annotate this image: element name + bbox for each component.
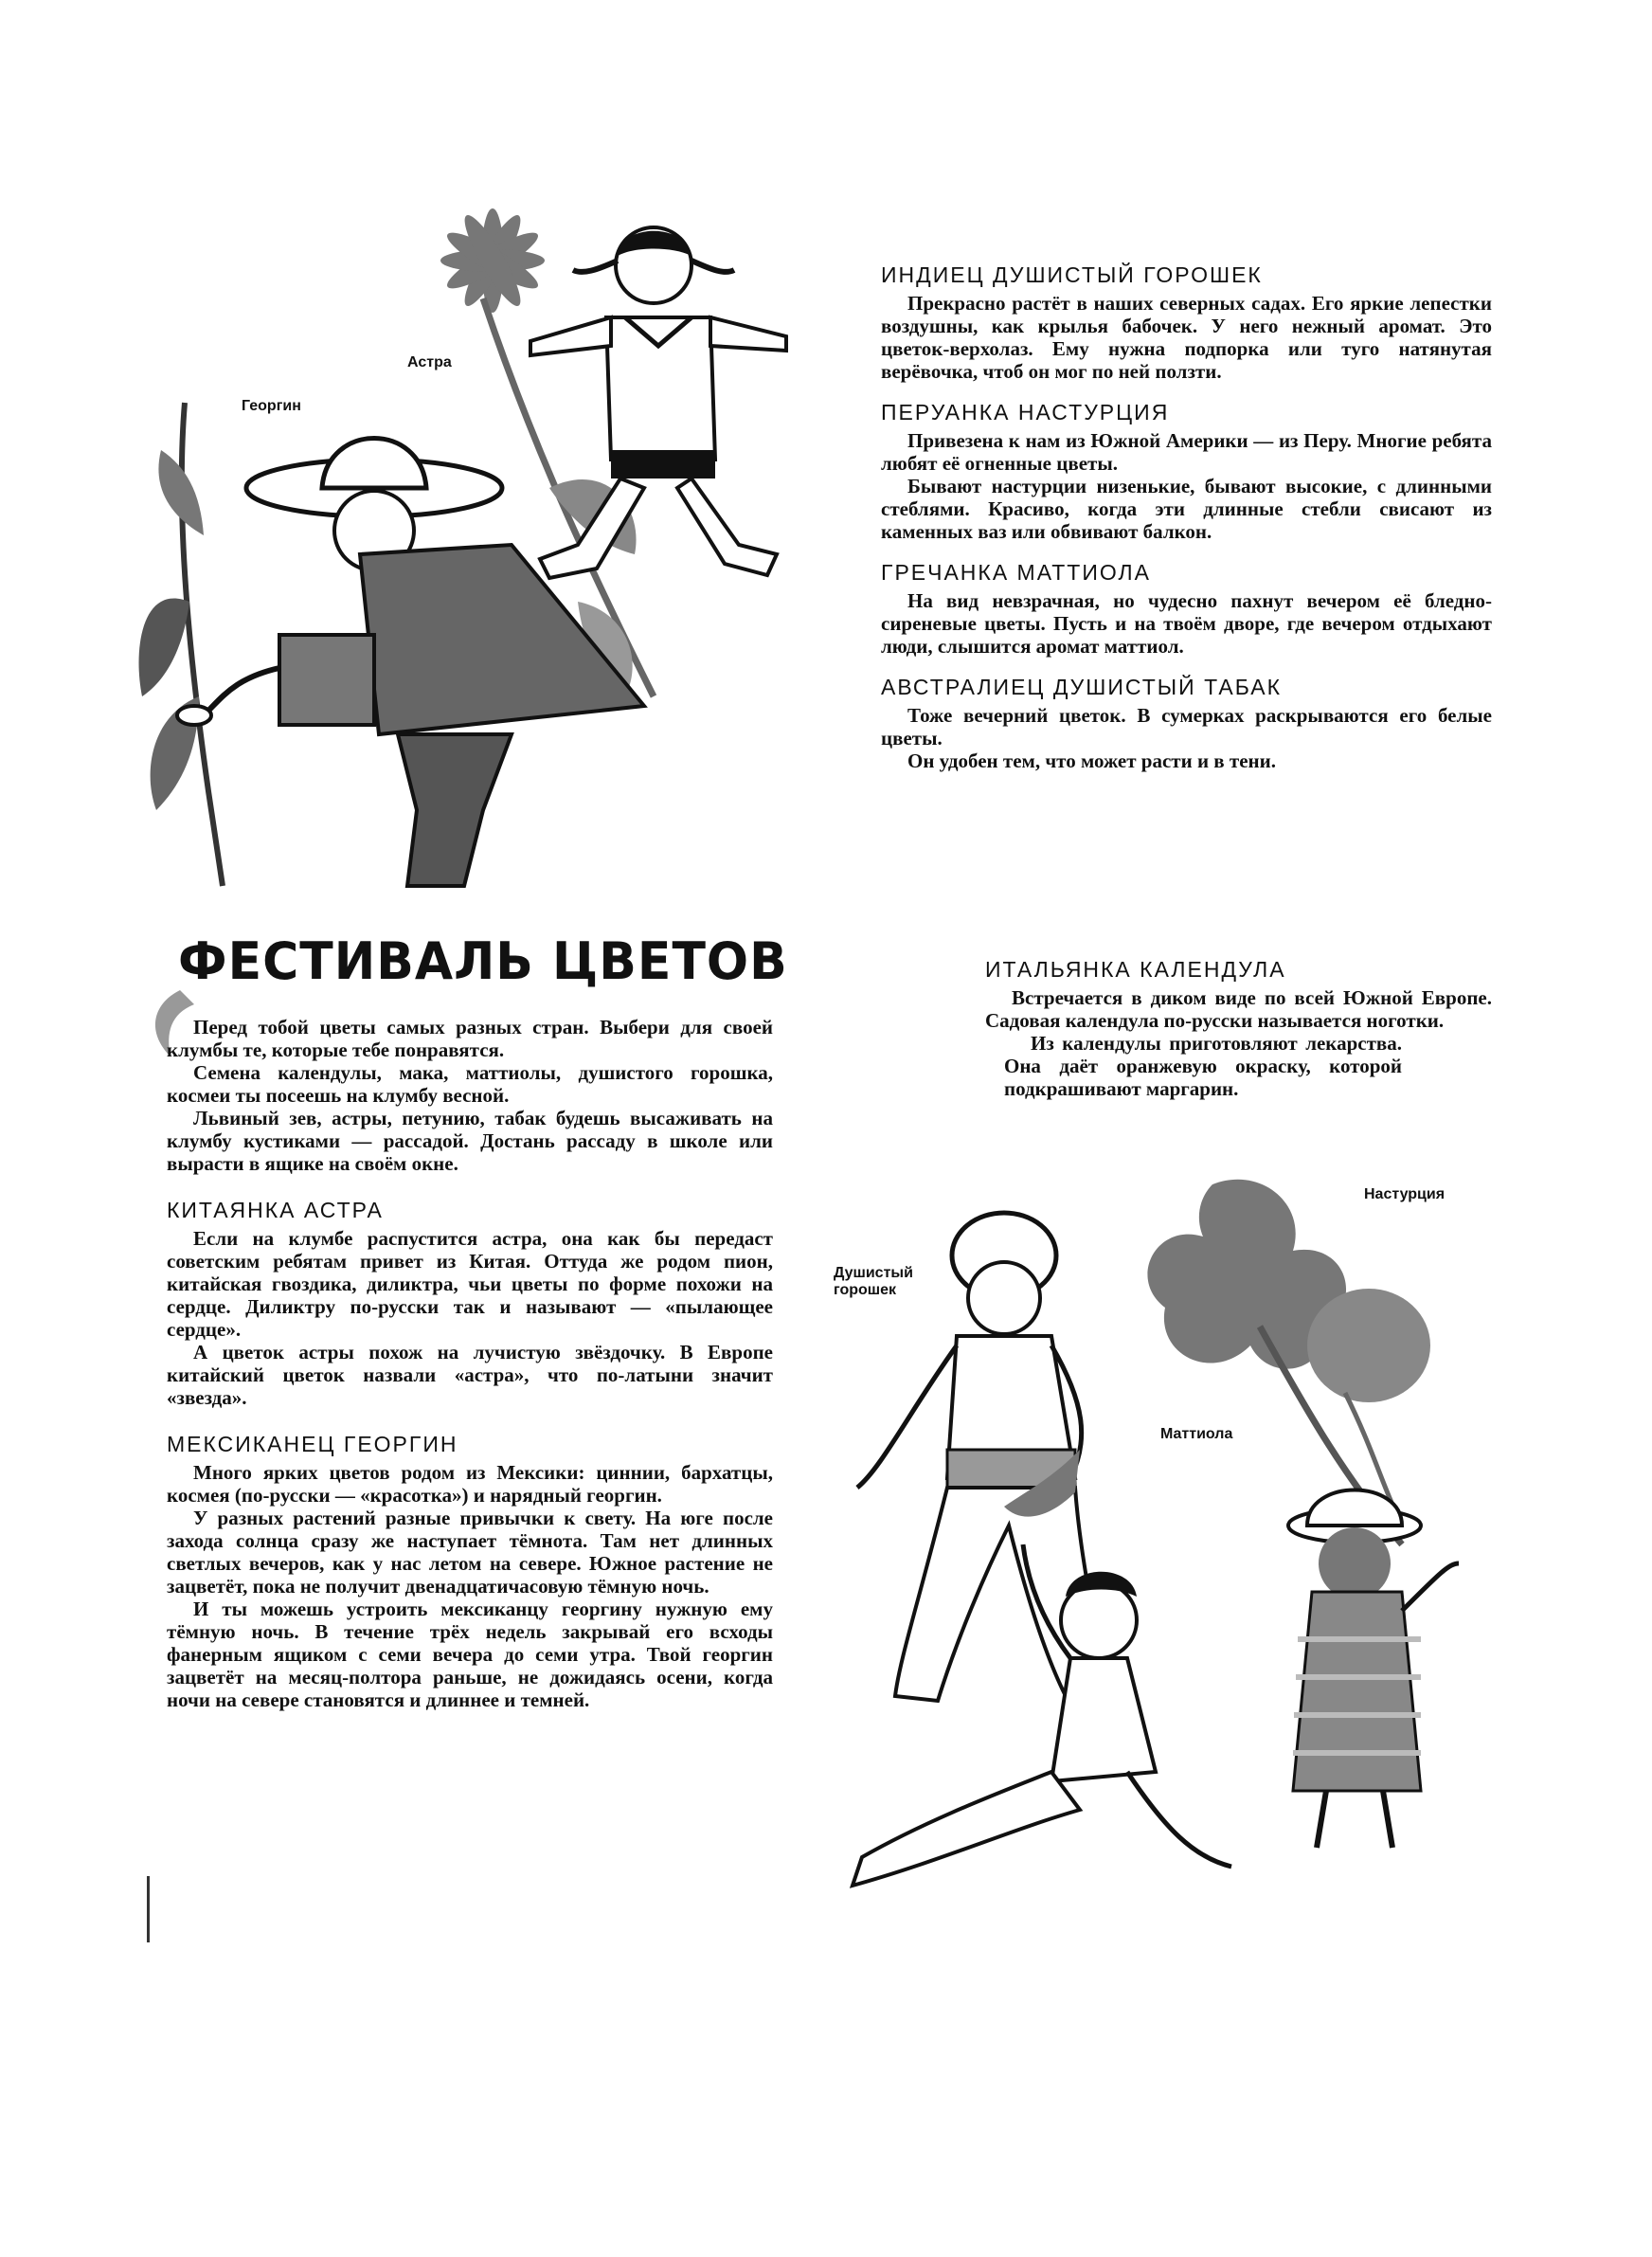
caption-pea: Душистый горошек — [834, 1265, 913, 1298]
section-heading: МЕКСИКАНЕЦ ГЕОРГИН — [167, 1432, 458, 1456]
section-paragraph: Много ярких цветов родом из Мексики: циннии, бархатцы, космея (по-русски — «красотка») и нарядный георгин. — [167, 1461, 773, 1507]
intro-paragraph: Семена календулы, мака, маттиолы, душистого горошка, космеи ты посеешь на клумбу весной. — [167, 1061, 773, 1107]
section-mattiola — [881, 560, 1492, 658]
section-paragraph: Встречается в диком виде по всей Южной Европе. Садовая календула по-русски называется ноготки. — [985, 986, 1492, 1032]
section-paragraph: Прекрасно растёт в наших северных садах. Его яркие лепестки воздушны, как крылья бабочек. У него нежный аромат. Это цветок-верхолаз. Ему нужна подпорка или туго натянутая верёвочка, чтоб он мог по ней ползти. — [881, 292, 1492, 383]
section-heading: АВСТРАЛИЕЦ ДУШИСТЫЙ ТАБАК — [881, 675, 1283, 699]
page-title: ФЕСТИВАЛЬ ЦВЕТОВ — [178, 931, 788, 992]
intro — [167, 1016, 773, 1175]
caption-georgin: Георгин — [242, 398, 301, 414]
section-georgin — [167, 1432, 773, 1711]
illustration-mexican-chinese — [133, 204, 815, 924]
intro-paragraph: Перед тобой цветы самых разных стран. Выбери для своей клумбы те, которые тебе понравятся. — [167, 1016, 773, 1061]
section-heading: ГРЕЧАНКА МАТТИОЛА — [881, 560, 1151, 585]
caption-astra: Астра — [407, 354, 452, 370]
section-paragraph: Он удобен тем, что может расти и в тени. — [907, 749, 1276, 772]
right-column — [881, 262, 1492, 784]
margin-line — [147, 1876, 150, 1942]
section-paragraph: И ты можешь устроить мексиканцу георгину нужную ему тёмную ночь. В течение трёх недель закрывай его всходы фанерным ящиком с семи вечера до семи утра. Твой георгин зацветёт на месяц-полтора раньше, не дожидаясь осени, когда ночи на севере становятся и длиннее и темней. — [167, 1598, 773, 1711]
section-tobacco — [881, 675, 1492, 772]
caption-nasturtium: Настурция — [1364, 1186, 1446, 1202]
section-paragraph: Из календулы приготовляют лекарства. Она даёт оранжевую окраску, которой подкрашивают маргарин. — [1004, 1032, 1402, 1100]
intro-paragraph: Львиный зев, астры, петунию, табак будешь высаживать на клумбу кустиками — рассадой. Достань рассаду в школе или вырасти в ящике на своём окне. — [167, 1107, 773, 1175]
section-paragraph: На вид невзрачная, но чудесно пахнут вечером её бледно-сиреневые цветы. Пусть и на твоём дворе, где вечером отдыхают люди, слышится аромат маттиол. — [881, 589, 1492, 658]
section-calendula — [985, 957, 1492, 1100]
section-nasturtium — [881, 400, 1492, 543]
section-paragraph: Бывают настурции низенькие, бывают высокие, с длинными стеблями. Красиво, когда эти длинные стебли свисают из каменных ваз или обвивают балкон. — [881, 475, 1492, 543]
section-heading: КИТАЯНКА АСТРА — [167, 1198, 384, 1222]
section-paragraph: Привезена к нам из Южной Америки — из Перу. Многие ребята любят её огненные цветы. — [881, 429, 1492, 475]
left-column — [167, 1016, 773, 1723]
section-pea — [881, 262, 1492, 383]
caption-mattiola: Маттиола — [1160, 1426, 1233, 1442]
section-paragraph: Тоже вечерний цветок. В сумерках раскрываются его белые цветы. — [881, 704, 1492, 749]
section-heading: ИНДИЕЦ ДУШИСТЫЙ ГОРОШЕК — [881, 262, 1263, 287]
section-astra — [167, 1198, 773, 1409]
section-paragraph: Если на клумбе распустится астра, она как бы передаст советским ребятам привет из Китая. Оттуда же родом пион, китайская гвоздика, диликтра, чьи цветы по форме похожи на сердце. Диликтру по-русски так и называют — «пылающее сердце». — [167, 1227, 773, 1341]
section-heading: ИТАЛЬЯНКА КАЛЕНДУЛА — [985, 957, 1286, 982]
section-heading: ПЕРУАНКА НАСТУРЦИЯ — [881, 400, 1170, 424]
section-paragraph: У разных растений разные привычки к свету. На юге после захода солнца сразу же наступает тёмнота. Там нет длинных светлых вечеров, как у нас летом на севере. Южное растение не зацветёт, пока не получит двенадцатичасовую тёмную ночь. — [167, 1507, 773, 1598]
section-paragraph: А цветок астры похож на лучистую звёздочку. В Европе китайский цветок назвали «астра», что по-латыни значит «звезда». — [167, 1341, 773, 1409]
